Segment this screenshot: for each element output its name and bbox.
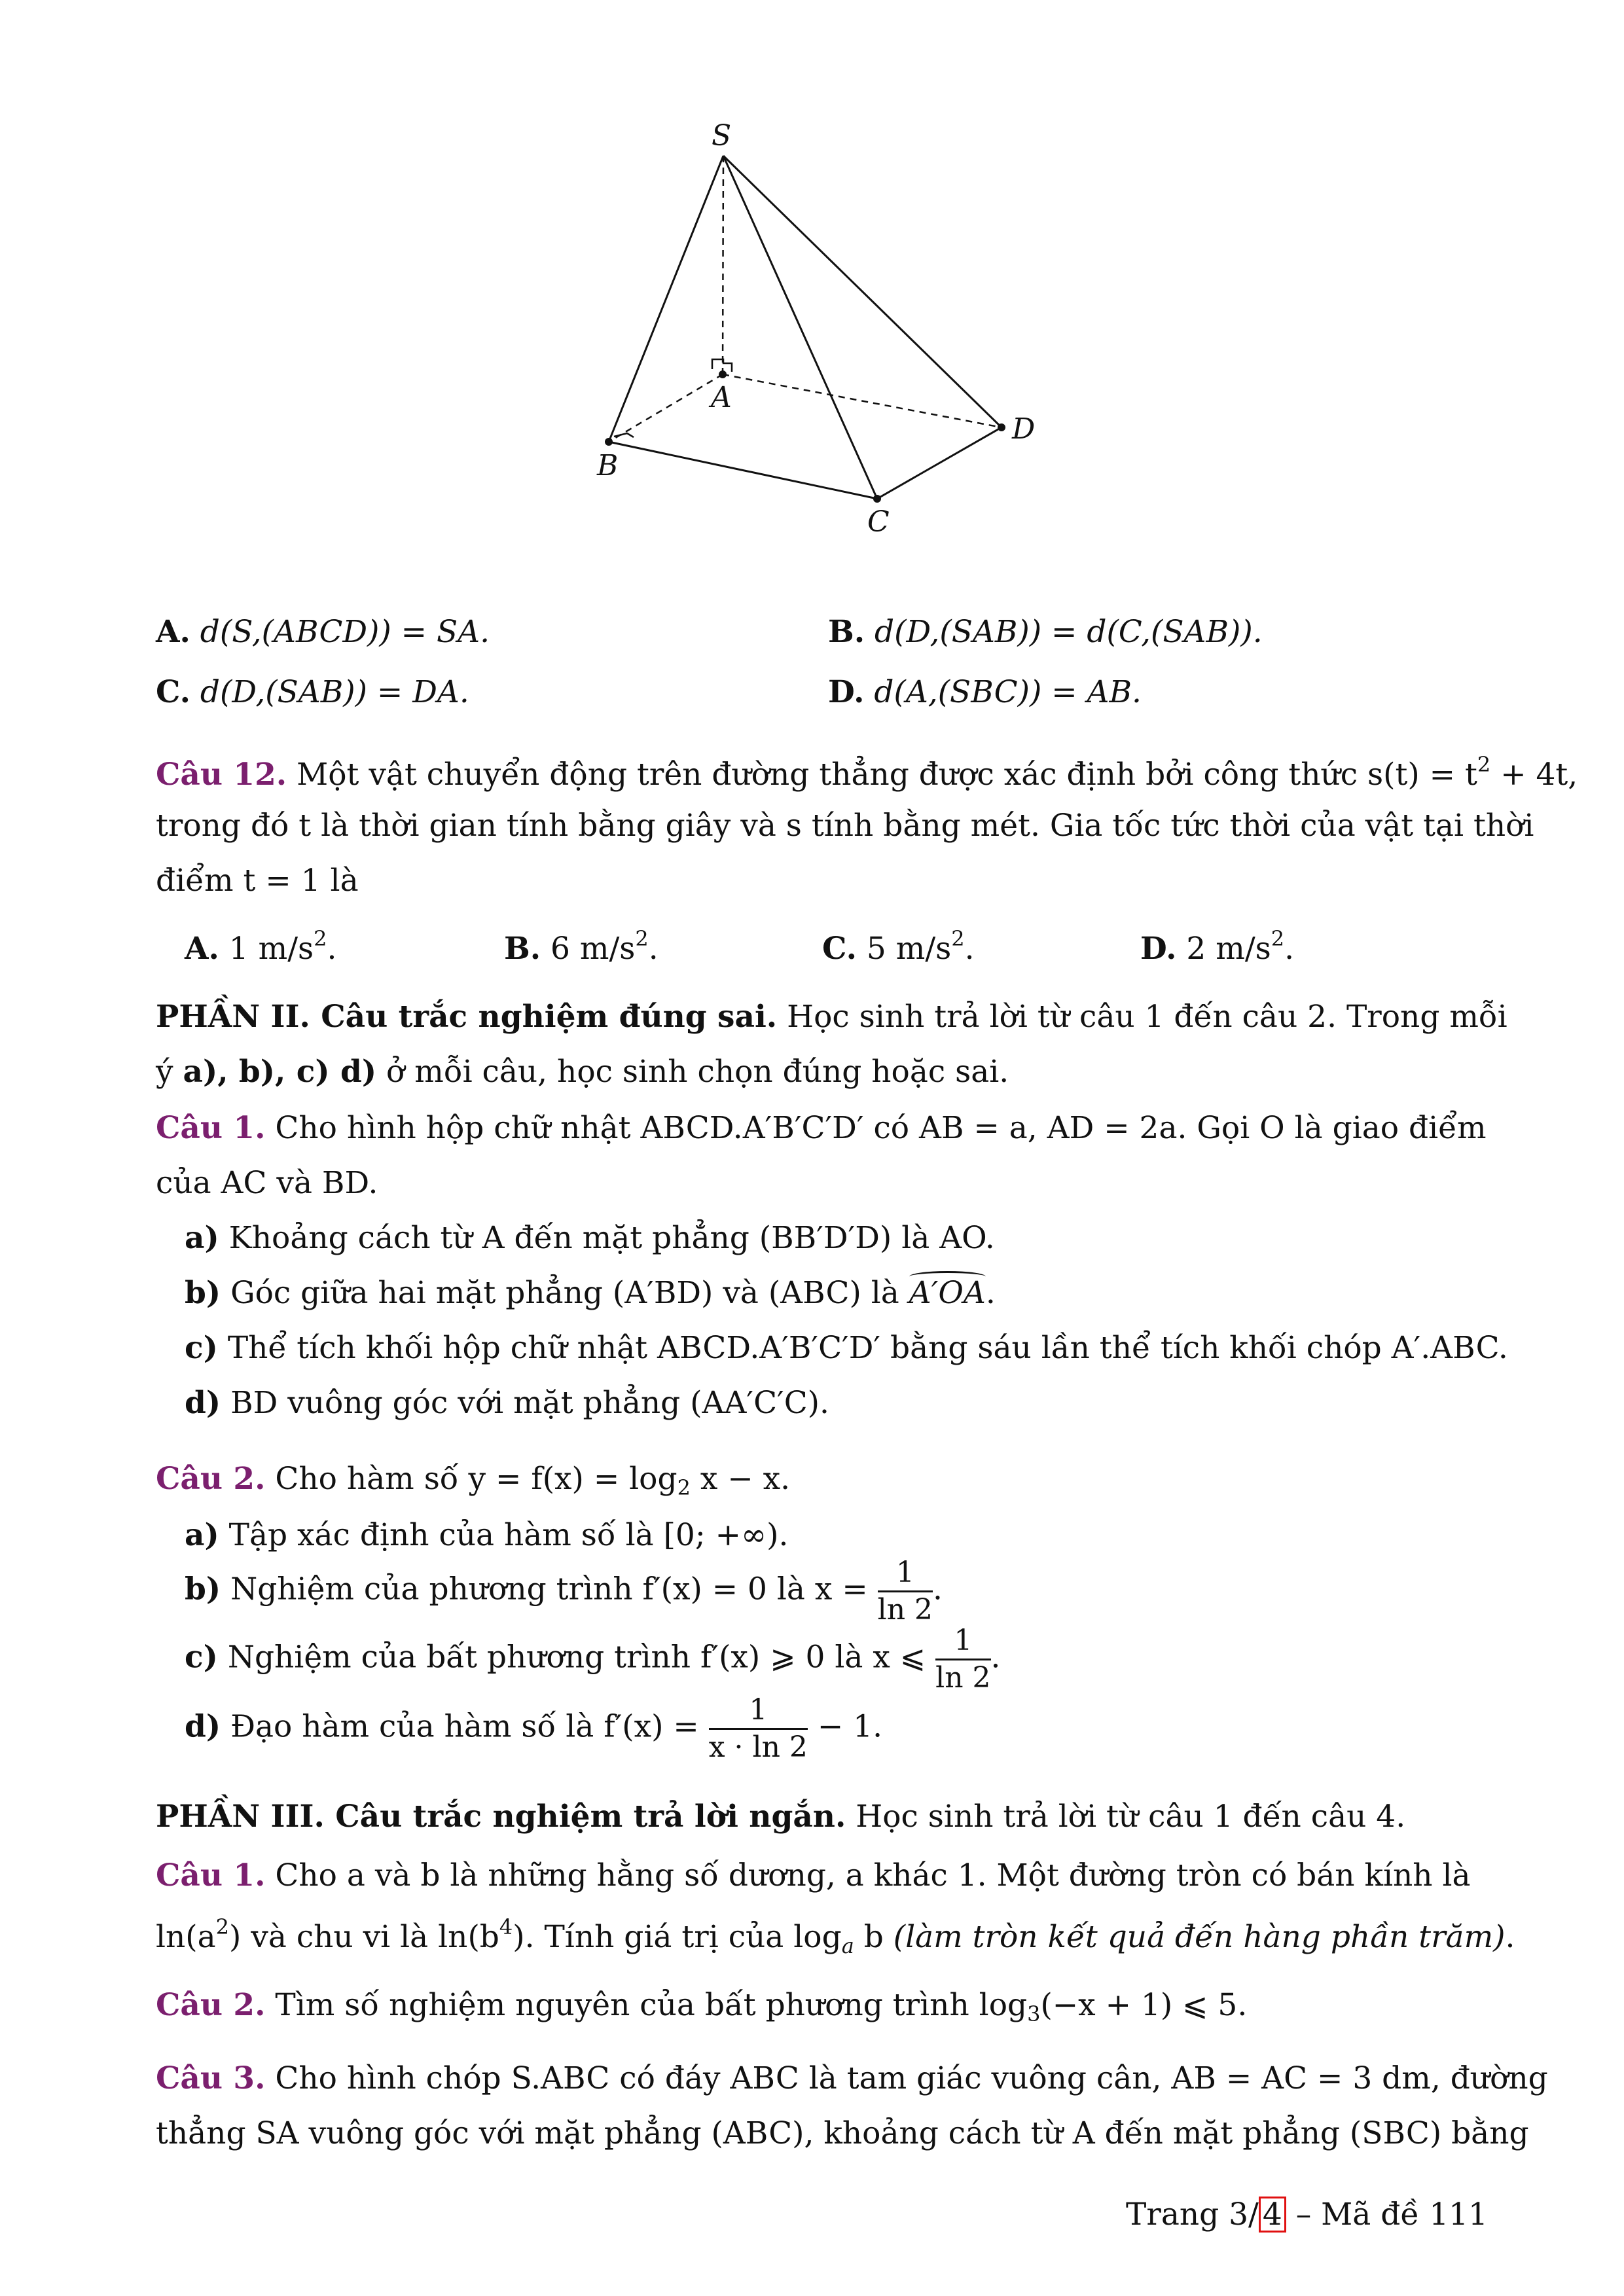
angle-notation: A′OA — [909, 1278, 986, 1308]
point-C — [873, 495, 881, 503]
label-B: B — [597, 449, 619, 482]
right-angle-mark-B — [614, 433, 634, 437]
edge-SB — [609, 156, 723, 442]
edge-AD — [723, 374, 1001, 427]
p2-c2-d: d) Đạo hàm của hàm số là f′(x) = $\frac{1}{x \cdot \ln 2}$ − 1. — [185, 1693, 883, 1765]
pyramid-figure — [576, 111, 1047, 543]
q12-option-c: C. 5 $m/s^2$. — [822, 926, 975, 967]
p2-c1-d: d) BD vuông góc với mặt phẳng (AA′C′C). — [185, 1385, 829, 1421]
p2-c2-a: a) Tập xác định của hàm số là [0; +∞). — [185, 1517, 789, 1553]
p2-c2-b: b) Nghiệm của phương trình f′(x) = 0 là x = $\frac{1}{\ln 2}$ . — [185, 1556, 943, 1627]
p3-c3-line-1: Câu 3. Cho hình chóp S.ABC có đáy ABC là tam giác vuông cân, AB = AC = 3 dm, đường — [156, 2060, 1548, 2096]
q12-title: Câu 12. — [156, 757, 287, 793]
part2-heading: PHẦN II. Câu trắc nghiệm đúng sai. Học sinh trả lời từ câu 1 đến câu 2. Trong mỗi — [156, 999, 1507, 1035]
fraction: $\frac{1}{\ln 2}$ — [935, 1624, 991, 1695]
q12-option-a: A. 1 $m/s^2$. — [185, 926, 337, 967]
page-total-highlight: 4 — [1259, 2197, 1286, 2233]
p2-c2-line-1: Câu 2. Cho hàm số $y = f(x) = \log_2 x - x$. — [156, 1461, 791, 1500]
p2-c1-line-1: Câu 1. Cho hình hộp chữ nhật ABCD.A′B′C′D′ có AB = a, AD = 2a. Gọi O là giao điểm — [156, 1110, 1487, 1146]
q11-option-d: D. d(A,(SBC)) = AB. — [828, 674, 1142, 710]
p2-c1-line-2: của AC và BD. — [156, 1165, 378, 1201]
fraction: $\frac{1}{\ln 2}$ — [877, 1556, 933, 1627]
q11-option-b: B. d(D,(SAB)) = d(C,(SAB)). — [828, 614, 1263, 650]
part2-intro-line-2: ý a), b), c) d) ở mỗi câu, học sinh chọn đúng hoặc sai. — [156, 1054, 1009, 1090]
page-footer: Trang 3/ 4 – Mã đề 111 — [1126, 2197, 1488, 2233]
q12-line-1: Câu 12. Một vật chuyển động trên đường thẳng được xác định bởi công thức $s(t) = t^2 + 4t$, — [156, 752, 1578, 793]
edge-AB — [609, 374, 723, 442]
q12-option-d: D. 2 $m/s^2$. — [1140, 926, 1295, 967]
q12-line-2: trong đó t là thời gian tính bằng giây và s tính bằng mét. Gia tốc tức thời của vật tại thời — [156, 808, 1534, 844]
q12-option-b: B. 6 $m/s^2$. — [504, 926, 659, 967]
edge-CD — [877, 427, 1001, 499]
point-A — [719, 370, 727, 378]
label-C: C — [867, 505, 890, 539]
p3-c3-line-2: thẳng SA vuông góc với mặt phẳng (ABC), khoảng cách từ A đến mặt phẳng (SBC) bằng — [156, 2115, 1529, 2151]
p2-c1-b: b) Góc giữa hai mặt phẳng (A′BD) và (ABC) là A′OA. — [185, 1278, 996, 1308]
point-D — [998, 423, 1005, 431]
label-A: A — [711, 381, 732, 414]
q11-option-c: C. d(D,(SAB)) = DA. — [156, 674, 469, 710]
point-B — [605, 438, 613, 446]
p2-c2-c: c) Nghiệm của bất phương trình f′(x) ⩾ 0 là x ⩽ $\frac{1}{\ln 2}$ . — [185, 1624, 1001, 1695]
p2-c1-c: c) Thể tích khối hộp chữ nhật ABCD.A′B′C′D′ bằng sáu lần thể tích khối chóp A′.ABC. — [185, 1330, 1508, 1366]
part3-heading: PHẦN III. Câu trắc nghiệm trả lời ngắn. Học sinh trả lời từ câu 1 đến câu 4. — [156, 1799, 1406, 1835]
p2-c1-a: a) Khoảng cách từ A đến mặt phẳng (BB′D′D) là AO. — [185, 1220, 995, 1256]
label-S: S — [712, 119, 732, 152]
p3-c1-line-2: $\ln(a^2)$ và chu vi là $\ln(b^4)$. Tính giá trị của $\log_a b$ (làm tròn kết quả đến hàng phần trăm). — [156, 1914, 1515, 1958]
q11-option-a: A. d(S,(ABCD)) = SA. — [156, 614, 490, 650]
edge-BC — [609, 442, 877, 499]
q12-line-3: điểm t = 1 là — [156, 863, 359, 899]
edge-SD — [723, 156, 1001, 427]
label-D: D — [1012, 412, 1036, 446]
edge-SC — [723, 156, 877, 499]
p3-c2: Câu 2. Tìm số nghiệm nguyên của bất phương trình $\log_3(-x + 1)$ ⩽ 5. — [156, 1987, 1248, 2026]
fraction: $\frac{1}{x \cdot \ln 2}$ — [708, 1693, 808, 1765]
p3-c1-line-1: Câu 1. Cho a và b là những hằng số dương, a khác 1. Một đường tròn có bán kính là — [156, 1857, 1471, 1893]
